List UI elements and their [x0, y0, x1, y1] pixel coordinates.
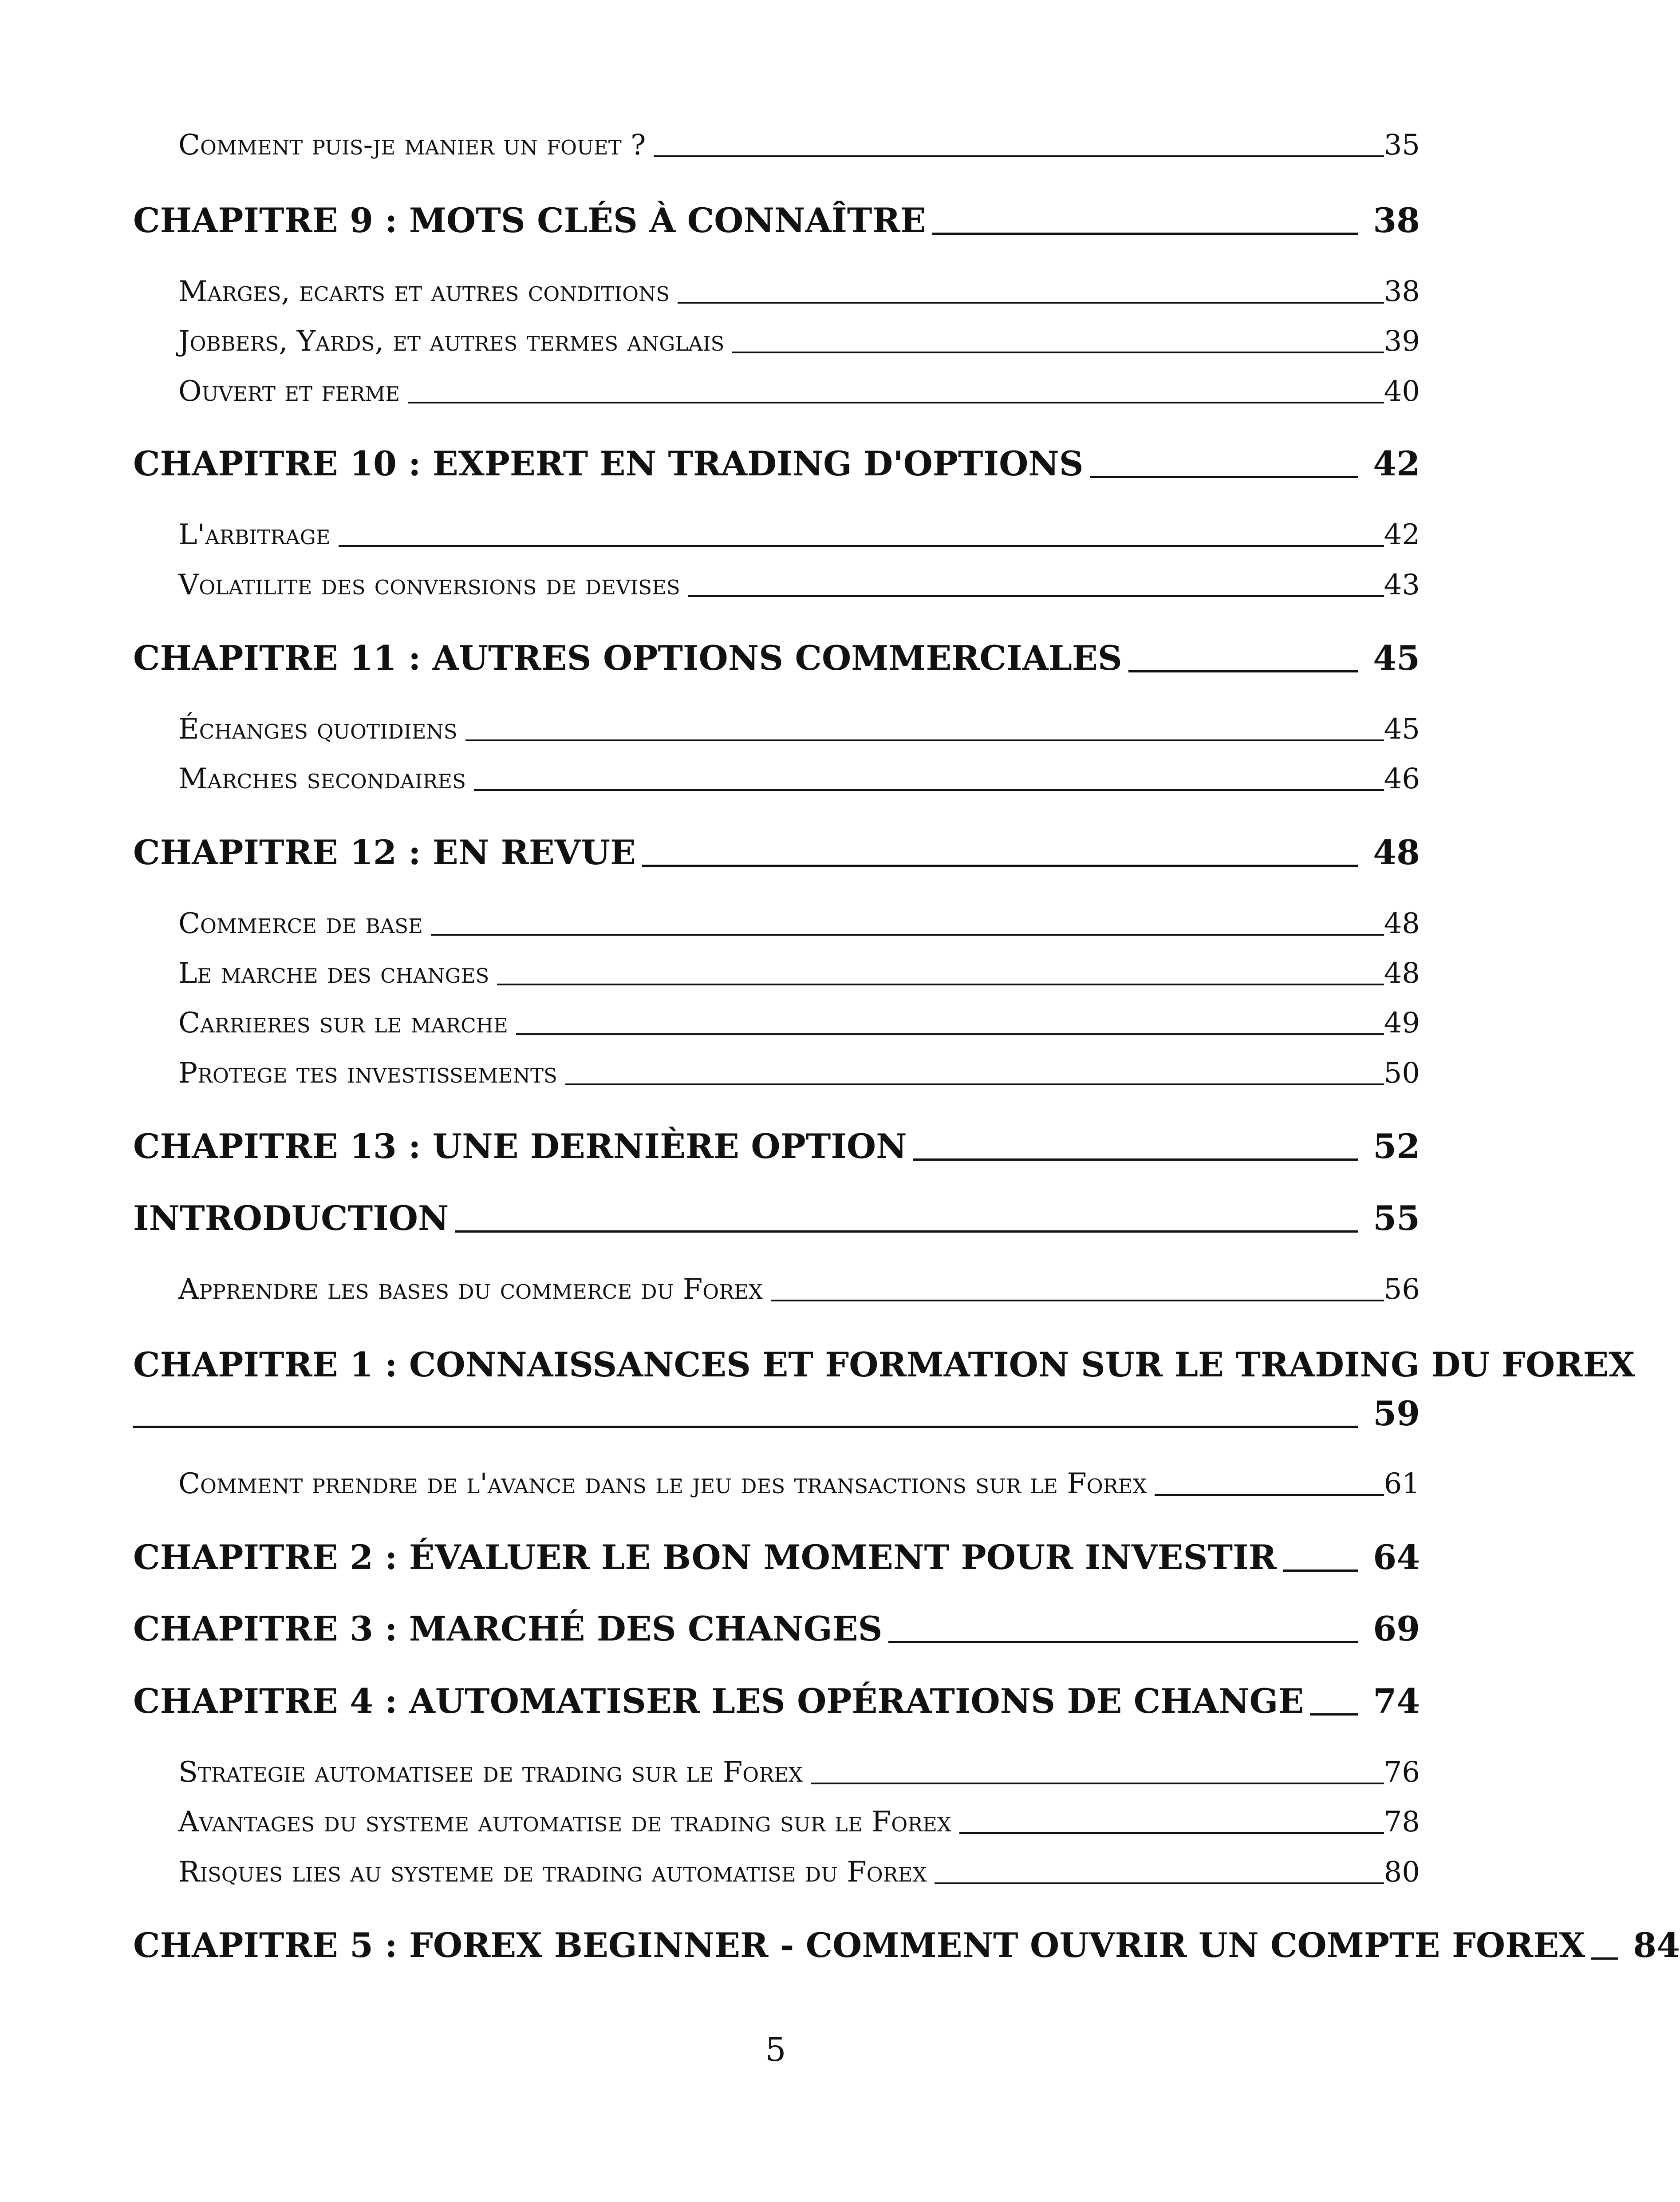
toc-chapter-page: 45 [1373, 638, 1420, 678]
toc-entry-page: 61 [1384, 1467, 1420, 1500]
toc-entry-page: 76 [1384, 1756, 1420, 1789]
toc-leader-line [1155, 1494, 1384, 1496]
toc-leader-line [811, 1783, 1384, 1784]
toc-leader-line [654, 155, 1384, 157]
toc-leader-line [932, 233, 1358, 235]
toc-entry-page: 43 [1384, 569, 1420, 601]
toc-chapter-page: 59 [1373, 1394, 1420, 1433]
toc-entry-title: Risques lies au systeme de trading automatise du Forex [178, 1856, 927, 1889]
toc-entry[interactable] [178, 1057, 1420, 1090]
toc-chapter-page: 38 [1373, 201, 1420, 240]
toc-chapter-page: 74 [1373, 1681, 1420, 1721]
toc-entry-title: Volatilite des conversions de devises [178, 569, 680, 601]
toc-chapter-entry[interactable] [133, 201, 1420, 240]
toc-entry-title: Jobbers, Yards, et autres termes anglais [178, 325, 725, 358]
toc-leader-line [474, 789, 1384, 791]
toc-leader-line [1310, 1713, 1358, 1716]
toc-chapter-title: CHAPITRE 4 : AUTOMATISER LES OPÉRATIONS DE CHANGE [133, 1681, 1304, 1721]
toc-chapter-title: CHAPITRE 13 : UNE DERNIÈRE OPTION [133, 1127, 907, 1166]
toc-entry-page: 48 [1384, 957, 1420, 990]
toc-chapter-page: 64 [1373, 1538, 1420, 1577]
toc-leader-line [465, 739, 1384, 741]
toc-entry-page: 78 [1384, 1806, 1420, 1838]
toc-chapter-entry[interactable] [133, 1127, 1420, 1166]
toc-chapter-title: CHAPITRE 5 : FOREX BEGINNER - COMMENT OUVRIR UN COMPTE FOREX [133, 1925, 1585, 1965]
toc-entry-title: Marches secondaires [178, 763, 466, 795]
toc-leader-line [888, 1641, 1358, 1643]
toc-chapter-title: CHAPITRE 11 : AUTRES OPTIONS COMMERCIALES [133, 638, 1122, 678]
toc-entry[interactable] [178, 1273, 1420, 1306]
toc-entry[interactable] [178, 129, 1420, 162]
toc-entry-title: Échanges quotidiens [178, 713, 457, 746]
toc-leader-line [732, 352, 1384, 353]
toc-entry-page: 56 [1384, 1273, 1420, 1306]
toc-chapter-entry[interactable] [133, 1681, 1420, 1721]
toc-entry-title: Le marche des changes [178, 957, 489, 990]
toc-leader-line [935, 1882, 1384, 1884]
toc-chapter-page: 48 [1373, 833, 1420, 872]
toc-entry-page: 40 [1384, 375, 1420, 408]
toc-chapter-entry-continuation[interactable] [133, 1394, 1420, 1433]
toc-leader-line [913, 1158, 1358, 1161]
toc-chapter-entry[interactable] [133, 1538, 1420, 1577]
toc-entry-page: 48 [1384, 907, 1420, 940]
toc-chapter-title[interactable]: CHAPITRE 1 : CONNAISSANCES ET FORMATION SUR LE TRADING DU FOREX [133, 1345, 1635, 1384]
toc-leader-line [642, 865, 1358, 867]
toc-leader-line [959, 1832, 1384, 1834]
toc-leader-line [431, 934, 1384, 936]
toc-leader-line [1090, 476, 1358, 478]
toc-entry-title: L'arbitrage [178, 518, 331, 551]
toc-leader-line [1128, 670, 1358, 672]
toc-entry-page: 46 [1384, 763, 1420, 795]
toc-entry-title: Comment puis-je manier un fouet ? [178, 129, 646, 162]
toc-leader-line [771, 1300, 1384, 1301]
toc-entry[interactable] [178, 569, 1420, 601]
toc-entry-title: Ouvert et ferme [178, 375, 400, 408]
toc-leader-line [516, 1033, 1384, 1035]
toc-entry-title: Protege tes investissements [178, 1057, 557, 1090]
toc-entry-title: Commerce de base [178, 907, 423, 940]
toc-entry[interactable] [178, 275, 1420, 308]
toc-entry-title: Marges, ecarts et autres conditions [178, 275, 670, 308]
toc-chapter-title: CHAPITRE 10 : EXPERT EN TRADING D'OPTIONS [133, 444, 1084, 483]
toc-chapter-entry[interactable] [133, 444, 1420, 483]
toc-entry-page: 42 [1384, 518, 1420, 551]
toc-entry-page: 38 [1384, 275, 1420, 308]
toc-chapter-title: CHAPITRE 2 : ÉVALUER LE BON MOMENT POUR INVESTIR [133, 1538, 1277, 1577]
toc-entry-page: 50 [1384, 1057, 1420, 1090]
toc-chapter-entry[interactable] [133, 833, 1420, 872]
toc-leader-line [678, 302, 1384, 304]
toc-entry[interactable] [178, 713, 1420, 746]
toc-chapter-page: 42 [1373, 444, 1420, 483]
toc-chapter-page: 69 [1373, 1609, 1420, 1649]
toc-entry-title: Comment prendre de l'avance dans le jeu des transactions sur le Forex [178, 1467, 1147, 1500]
toc-entry[interactable] [178, 1467, 1420, 1500]
toc-entry-title: Strategie automatisee de trading sur le Forex [178, 1756, 803, 1789]
toc-chapter-title: INTRODUCTION [133, 1198, 449, 1238]
toc-entry[interactable] [178, 1756, 1420, 1789]
toc-leader-line [455, 1230, 1358, 1233]
toc-entry-page: 49 [1384, 1007, 1420, 1040]
toc-chapter-entry[interactable] [133, 638, 1420, 678]
toc-entry[interactable] [178, 1856, 1420, 1889]
toc-entry-page: 80 [1384, 1856, 1420, 1889]
toc-leader-line [1591, 1957, 1618, 1960]
toc-leader-line [565, 1083, 1384, 1085]
toc-leader-line [1283, 1569, 1358, 1572]
toc-entry-page: 39 [1384, 325, 1420, 358]
toc-chapter-title: CHAPITRE 9 : MOTS CLÉS À CONNAÎTRE [133, 201, 926, 240]
toc-chapter-page: 84 [1633, 1925, 1680, 1965]
toc-entry[interactable] [178, 375, 1420, 408]
toc-entry[interactable] [178, 907, 1420, 940]
toc-entry[interactable] [178, 763, 1420, 795]
toc-entry-page: 35 [1384, 129, 1420, 162]
toc-chapter-entry[interactable] [133, 1609, 1420, 1649]
toc-entry-title: Carrieres sur le marche [178, 1007, 508, 1040]
toc-leader-line [497, 984, 1384, 985]
toc-leader-line [339, 545, 1384, 547]
toc-entry-page: 45 [1384, 713, 1420, 746]
toc-entry-title: Avantages du systeme automatise de trading sur le Forex [178, 1806, 951, 1838]
toc-entry[interactable] [178, 1007, 1420, 1040]
toc-leader-line [688, 595, 1384, 597]
toc-entry[interactable] [178, 1806, 1420, 1838]
toc-chapter-title: CHAPITRE 3 : MARCHÉ DES CHANGES [133, 1609, 883, 1649]
toc-chapter-title: CHAPITRE 12 : EN REVUE [133, 833, 636, 872]
toc-chapter-entry[interactable] [133, 1925, 1680, 1965]
toc-entry[interactable] [178, 325, 1420, 358]
toc-leader-line [133, 1426, 1358, 1428]
page-number: 5 [765, 2031, 786, 2069]
toc-leader-line [408, 402, 1384, 403]
toc-entry[interactable] [178, 957, 1420, 990]
toc-chapter-page: 55 [1373, 1198, 1420, 1238]
toc-entry[interactable] [178, 518, 1420, 551]
toc-entry-title: Apprendre les bases du commerce du Forex [178, 1273, 763, 1306]
toc-chapter-entry[interactable] [133, 1198, 1420, 1238]
toc-chapter-page: 52 [1373, 1127, 1420, 1166]
